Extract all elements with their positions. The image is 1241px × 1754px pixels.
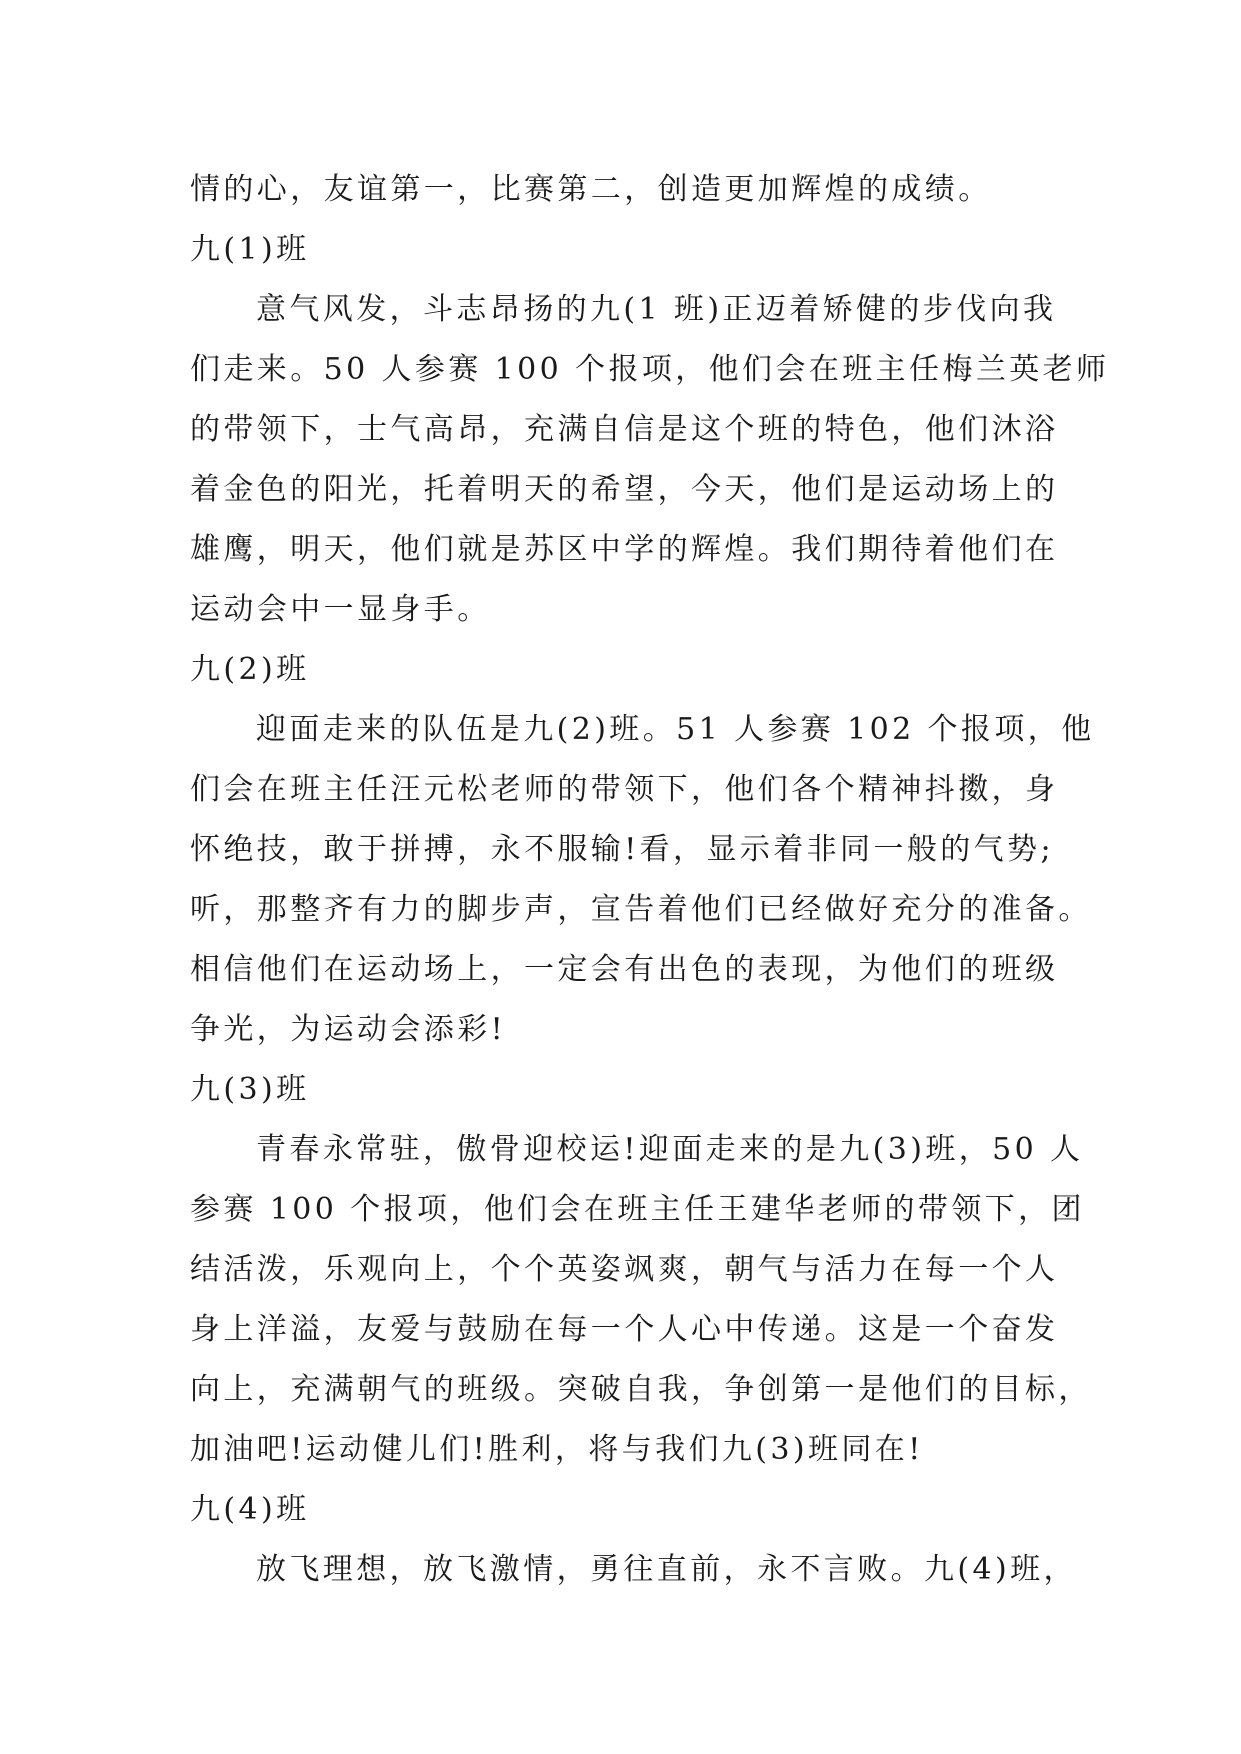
paragraph [190, 700, 1095, 1060]
paragraph-continuation [190, 160, 1060, 220]
document-body [190, 160, 1110, 1600]
text-line: 们会在班主任汪元松老师的带领下，他们各个精神抖擞，身 [190, 772, 1059, 807]
text-line: 九(1)班 [190, 232, 310, 267]
class-heading [190, 1480, 1060, 1540]
text-line: 九(4)班 [190, 1492, 310, 1527]
text-line: 结活泼，乐观向上，个个英姿飒爽，朝气与活力在每一个人 [190, 1252, 1059, 1287]
text-line: 怀绝技，敢于拼搏，永不服输!看，显示着非同一般的气势; [190, 832, 1054, 867]
text-line: 听，那整齐有力的脚步声，宣告着他们已经做好充分的准备。 [190, 892, 1092, 927]
class-heading [190, 640, 1060, 700]
text-line: 意气风发，斗志昂扬的九(1 班)正迈着矫健的步伐向我 [256, 292, 1057, 327]
text-line: 九(2)班 [190, 652, 310, 687]
text-line: 迎面走来的队伍是九(2)班。51 人参赛 102 个报项，他 [256, 712, 1095, 747]
text-line: 运动会中一显身手。 [190, 592, 491, 627]
text-line: 加油吧!运动健儿们!胜利，将与我们九(3)班同在! [190, 1432, 924, 1467]
paragraph [190, 280, 1110, 640]
text-line: 们走来。50 人参赛 100 个报项，他们会在班主任梅兰英老师 [190, 352, 1110, 387]
paragraph [190, 1540, 1077, 1600]
paragraph [190, 1120, 1092, 1480]
text-line: 放飞理想，放飞激情，勇往直前，永不言败。九(4)班， [256, 1552, 1077, 1587]
text-line: 情的心，友谊第一，比赛第二，创造更加辉煌的成绩。 [190, 172, 992, 207]
text-line: 的带领下，士气高昂，充满自信是这个班的特色，他们沐浴 [190, 412, 1059, 447]
text-line: 向上，充满朝气的班级。突破自我，争创第一是他们的目标， [190, 1372, 1092, 1407]
class-heading [190, 220, 1060, 280]
text-line: 雄鹰，明天，他们就是苏区中学的辉煌。我们期待着他们在 [190, 532, 1059, 567]
text-line: 九(3)班 [190, 1072, 310, 1107]
text-line: 参赛 100 个报项，他们会在班主任王建华老师的带领下，团 [190, 1192, 1085, 1227]
text-line: 着金色的阳光，托着明天的希望，今天，他们是运动场上的 [190, 472, 1059, 507]
class-heading [190, 1060, 1060, 1120]
text-line: 青春永常驻，傲骨迎校运!迎面走来的是九(3)班，50 人 [256, 1132, 1084, 1167]
text-line: 争光，为运动会添彩! [190, 1012, 507, 1047]
text-line: 相信他们在运动场上，一定会有出色的表现，为他们的班级 [190, 952, 1059, 987]
text-line: 身上洋溢，友爱与鼓励在每一个人心中传递。这是一个奋发 [190, 1312, 1059, 1347]
